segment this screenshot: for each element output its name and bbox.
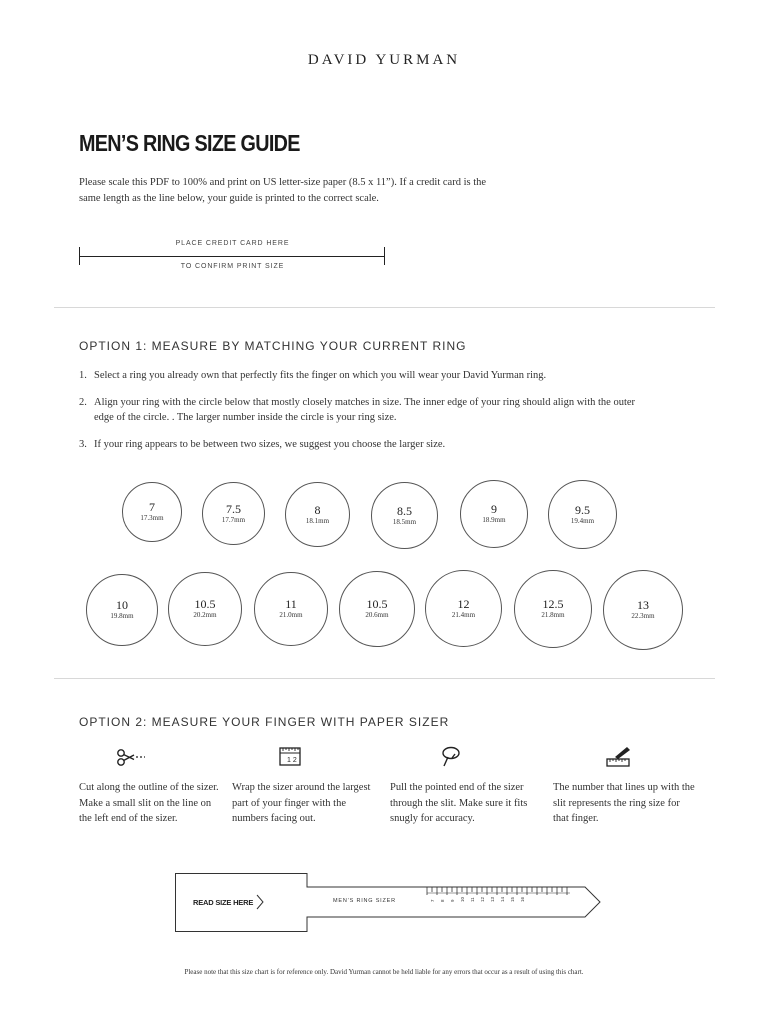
sizer-strip-label: MEN’S RING SIZER (333, 898, 396, 904)
credit-card-label-bottom: TO CONFIRM PRINT SIZE (180, 263, 285, 270)
option1-heading: OPTION 1: MEASURE BY MATCHING YOUR CURRENT RING (79, 339, 467, 353)
ring-circle-11 (254, 572, 328, 646)
sizer-number: 14 (500, 896, 505, 902)
credit-card-label-top: PLACE CREDIT CARD HERE (175, 240, 290, 247)
ring-size: 10.5 (194, 597, 216, 611)
credit-card-line (79, 256, 385, 257)
sizer-number: 11 (470, 897, 475, 902)
ring-mm: 22.3mm (631, 612, 655, 620)
ruler-pencil-icon (605, 745, 635, 769)
divider (54, 678, 715, 679)
ring-size: 10 (116, 598, 128, 612)
step-number: 1. (79, 370, 87, 381)
step-text: Select a ring you already own that perfectly fits the finger on which you will wear your David Yurman ring. (94, 370, 547, 381)
ring-mm: 17.3mm (140, 514, 164, 522)
disclaimer-text: Please note that this size chart is for reference only. David Yurman cannot be held liable for any errors that occur as a result of using this chart. (184, 968, 584, 976)
sizer-number: 7 (430, 899, 435, 902)
divider (54, 307, 715, 308)
read-size-label: READ SIZE HERE (193, 898, 254, 907)
ring-circle-9-5 (548, 480, 617, 549)
ring-circle-10 (86, 574, 158, 646)
instruction-read: The number that lines up with the slit represents the ring size for that finger. (553, 782, 695, 824)
scissors-icon (116, 745, 146, 769)
instruction-cut: Cut along the outline of the sizer. Make a small slit on the line on the left end of the sizer. (79, 782, 219, 824)
ring-size: 10.5 (366, 597, 388, 611)
sizer-number: 15 (510, 896, 515, 902)
ring-mm: 19.4mm (570, 516, 595, 525)
step-item (79, 368, 679, 383)
ring-circle-7 (122, 482, 182, 542)
step-item (79, 437, 679, 452)
option1-steps (79, 368, 679, 464)
ruler-wrap-icon (278, 745, 308, 769)
ring-circle-9 (460, 480, 528, 548)
instruction-wrap: Wrap the sizer around the largest part of your finger with the numbers facing out. (232, 782, 371, 824)
ring-mm: 18.9mm (482, 516, 506, 524)
page-title: MEN’S RING SIZE GUIDE (79, 130, 300, 156)
ring-mm: 21.4mm (451, 610, 476, 619)
sizer-number: 10 (460, 896, 465, 902)
sizer-number: 12 (480, 896, 485, 902)
ring-circle-8 (285, 482, 350, 547)
ring-mm: 20.6mm (365, 611, 389, 619)
ring-mm: 21.8mm (541, 611, 565, 619)
ring-size: 7.5 (226, 501, 241, 516)
ring-circle-10-5-alt (339, 571, 415, 647)
ring-mm: 18.1mm (305, 516, 330, 525)
sizer-number: 16 (520, 896, 525, 902)
ring-size: 12.5 (542, 597, 564, 611)
ring-size: 12 (457, 596, 470, 611)
ring-mm: 17.7mm (221, 515, 246, 524)
ring-circle-7-5 (202, 482, 265, 545)
loop-icon (440, 745, 470, 769)
ring-circle-10-5 (168, 572, 242, 646)
ring-circle-13 (603, 570, 683, 650)
ring-size: 9.5 (575, 502, 590, 517)
sizer-number: 8 (440, 899, 445, 902)
step-number: 2. (79, 397, 87, 408)
step-text: If your ring appears to be between two sizes, we suggest you choose the larger size. (94, 439, 446, 450)
ring-size: 9 (491, 502, 497, 516)
option2-heading: OPTION 2: MEASURE YOUR FINGER WITH PAPER SIZER (79, 715, 450, 729)
step-item (79, 395, 679, 425)
ring-size: 13 (637, 598, 649, 612)
ring-circle-8-5 (371, 482, 438, 549)
brand-logo: DAVID YURMAN (307, 52, 461, 68)
ring-size: 8 (314, 502, 321, 517)
ring-circle-12 (425, 570, 502, 647)
ring-size: 8.5 (397, 503, 412, 518)
ring-circle-12-5 (514, 570, 592, 648)
instruction-pull: Pull the pointed end of the sizer through the slit. Make sure it fits snugly for accuracy. (390, 782, 528, 824)
ring-mm: 21.0mm (279, 611, 303, 619)
ring-mm: 19.8mm (110, 612, 134, 620)
sizer-number: 13 (490, 896, 495, 902)
intro-text: Please scale this PDF to 100% and print on US letter-size paper (8.5 x 11”). If a credit card is the same length as the line below, your guide is printed to the correct scale. (79, 177, 487, 204)
sizer-number: 9 (450, 899, 455, 902)
step-text: Align your ring with the circle below that mostly closely matches in size. The inner edge of your ring should align with the outer edge of the circle. . The larger number inside the circle is your ring size. (94, 397, 636, 423)
svg-text:1 2: 1 2 (287, 757, 297, 764)
ring-mm: 20.2mm (193, 611, 217, 619)
ring-mm: 18.5mm (392, 517, 417, 526)
ring-size: 11 (285, 597, 297, 611)
ring-size: 7 (149, 500, 155, 514)
step-number: 3. (79, 439, 87, 450)
